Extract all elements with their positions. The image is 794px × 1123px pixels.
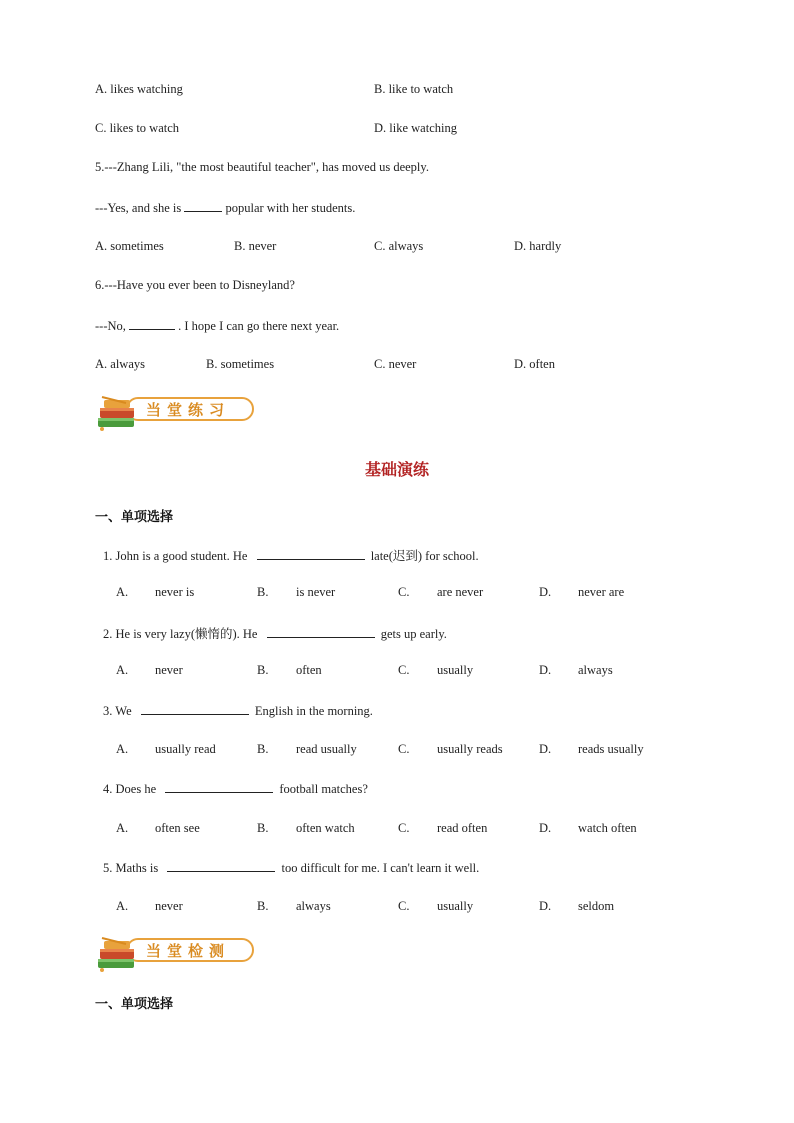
- option-text: often watch: [296, 821, 355, 835]
- question-2: [103, 624, 447, 642]
- books-icon: [96, 935, 140, 975]
- option-text: always: [578, 663, 613, 677]
- option-b: B. like to watch: [374, 82, 454, 96]
- option-b: B. sometimes: [206, 357, 275, 371]
- question-1: [103, 546, 479, 564]
- q6-answer-post: . I hope I can go there next year.: [178, 319, 340, 333]
- option-d: D. often: [514, 357, 555, 371]
- answer-blank[interactable]: [267, 626, 375, 638]
- books-icon: [96, 394, 140, 434]
- option-letter: D.: [539, 821, 552, 835]
- option-letter: C.: [398, 899, 410, 913]
- option-text: seldom: [578, 899, 615, 913]
- option-letter: C.: [398, 585, 410, 599]
- option-letter: B.: [257, 585, 269, 599]
- part-title: 一、单项选择: [95, 997, 174, 1012]
- answer-blank[interactable]: [129, 318, 175, 330]
- question-stem-post: gets up early.: [380, 627, 447, 641]
- option-text: never: [155, 899, 183, 913]
- answer-blank[interactable]: [257, 548, 365, 560]
- q6-answer-pre: ---No,: [95, 319, 126, 333]
- option-b: B. never: [234, 239, 277, 253]
- option-d: D. like watching: [374, 121, 457, 135]
- option-text: is never: [296, 585, 336, 599]
- option-text: are never: [437, 585, 484, 599]
- option-text: often: [296, 663, 322, 677]
- option-letter: A.: [116, 899, 129, 913]
- option-c: C. never: [374, 357, 417, 371]
- question-3: [103, 703, 373, 719]
- option-text: usually: [437, 663, 474, 677]
- question-stem-pre: 3. We: [103, 704, 132, 718]
- question-5: [103, 860, 479, 876]
- question-stem-post: too difficult for me. I can't learn it well.: [281, 861, 480, 875]
- option-letter: D.: [539, 663, 552, 677]
- option-text: reads usually: [578, 742, 644, 756]
- option-letter: A.: [116, 663, 129, 677]
- option-text: read usually: [296, 742, 357, 756]
- option-letter: B.: [257, 742, 269, 756]
- question-stem-pre: 5. Maths is: [103, 861, 159, 875]
- question-stem-pre: 2. He is very lazy(懒惰的). He: [103, 627, 258, 641]
- option-text: read often: [437, 821, 488, 835]
- answer-blank[interactable]: [167, 860, 275, 872]
- option-a: A. likes watching: [95, 82, 183, 96]
- option-letter: D.: [539, 585, 552, 599]
- answer-blank[interactable]: [184, 200, 222, 212]
- q6-answer-line: [95, 318, 339, 334]
- q5-answer-line: [95, 200, 355, 216]
- question-stem-post: football matches?: [279, 782, 368, 796]
- section-heading: 基础演练: [364, 460, 429, 479]
- option-letter: A.: [116, 821, 129, 835]
- option-text: never are: [578, 585, 625, 599]
- option-letter: A.: [116, 742, 129, 756]
- option-text: always: [296, 899, 331, 913]
- section-banner-practice: [96, 394, 258, 430]
- question-stem-pre: 1. John is a good student. He: [103, 549, 248, 563]
- option-text: never: [155, 663, 183, 677]
- option-text: usually: [437, 899, 474, 913]
- section-banner-test: [96, 935, 258, 971]
- option-letter: B.: [257, 821, 269, 835]
- option-letter: C.: [398, 742, 410, 756]
- question-stem-post: late(迟到) for school.: [370, 549, 479, 563]
- option-d: D. hardly: [514, 239, 562, 253]
- q5-answer-post: popular with her students.: [225, 201, 356, 215]
- question-stem-post: English in the morning.: [254, 704, 373, 718]
- option-a: A. sometimes: [95, 239, 164, 253]
- option-a: A. always: [95, 357, 145, 371]
- q5-prompt: 5.---Zhang Lili, "the most beautiful teacher", has moved us deeply.: [95, 160, 429, 174]
- option-letter: B.: [257, 899, 269, 913]
- option-letter: A.: [116, 585, 129, 599]
- q6-prompt: 6.---Have you ever been to Disneyland?: [95, 278, 295, 292]
- banner-title: 当堂检测: [146, 942, 231, 960]
- option-letter: B.: [257, 663, 269, 677]
- answer-blank[interactable]: [141, 703, 249, 715]
- option-letter: C.: [398, 821, 410, 835]
- option-letter: D.: [539, 899, 552, 913]
- q5-answer-pre: ---Yes, and she is: [95, 201, 182, 215]
- option-c: C. always: [374, 239, 424, 253]
- answer-blank[interactable]: [165, 781, 273, 793]
- option-text: often see: [155, 821, 200, 835]
- option-text: usually reads: [437, 742, 503, 756]
- option-c: C. likes to watch: [95, 121, 180, 135]
- option-letter: C.: [398, 663, 410, 677]
- option-text: usually read: [155, 742, 216, 756]
- question-stem-pre: 4. Does he: [103, 782, 157, 796]
- banner-title: 当堂练习: [146, 401, 231, 419]
- part-title: 一、单项选择: [95, 510, 174, 525]
- option-text: never is: [155, 585, 195, 599]
- option-text: watch often: [578, 821, 637, 835]
- question-4: [103, 781, 368, 797]
- option-letter: D.: [539, 742, 552, 756]
